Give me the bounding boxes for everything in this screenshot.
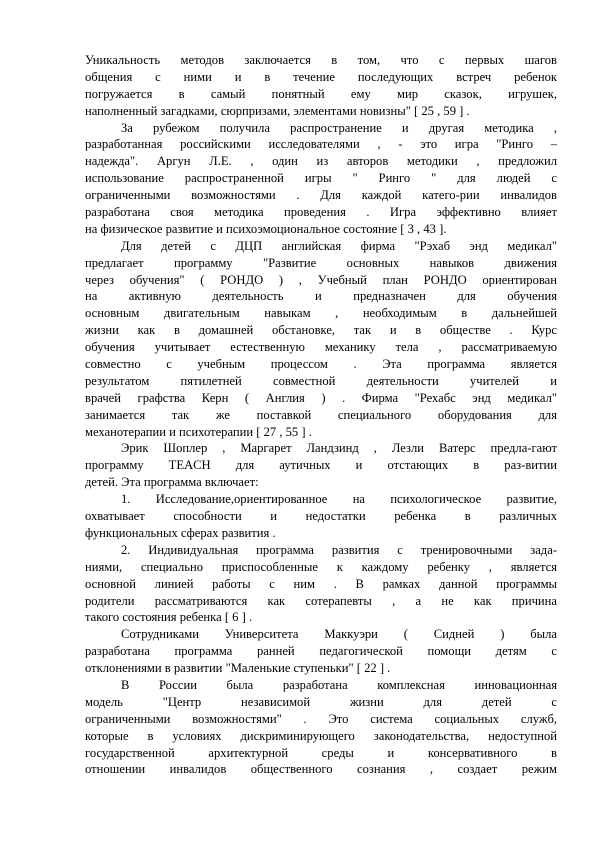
text-line: В России была разработана комплексная инновационная (121, 677, 557, 692)
text-line: Сотрудниками Университета Маккуэри ( Сидней ) была (121, 627, 557, 642)
body-text (85, 52, 557, 778)
text-line: разработанная российскими исследователями , - это игра "Ринго – (85, 137, 557, 152)
text-line: Уникальность методов заключается в том, что с первых шагов (85, 53, 557, 67)
text-line: программу TEACH для аутичных и отстающих в раз-витии (85, 458, 557, 473)
text-line: Для детей с ДЦП английская фирма "Рэхаб энд медикал" (121, 238, 557, 253)
text-line: обучения учитывает естественную механику тела , рассматриваемую (85, 340, 557, 355)
text-line: использование распространенной игры " Ринго " для людей с (85, 171, 557, 186)
text-line: через обучения" ( РОНДО ) , Учебный план РОНДО ориентирован (85, 272, 557, 287)
text-line: разработана программа ранней педагогической помощи детям с (85, 644, 557, 659)
text-line: погружается в самый понятный ему мир сказок, игрушек, (85, 86, 557, 101)
text-line: 1. Исследование,ориентированное на психологическое развитие, (121, 492, 557, 507)
text-line: родители рассматриваются как сотерапевты , а не как причина (85, 593, 557, 608)
text-line: За рубежом получила распространение и другая методика , (121, 120, 557, 135)
text-line: предлагает программу "Развитие основных навыков движения (85, 255, 557, 270)
text-line: результатом пятилетней совместной деятельности учителей и (85, 373, 557, 388)
text-line: основной линией работы с ним . В рамках данной программы (85, 576, 557, 591)
text-line: врачей графства Керн ( Англия ) . Фирма "Рехабс энд медикал" (85, 390, 557, 405)
text-line: модель "Центр независимой жизни для детей с (85, 694, 557, 709)
text-line: разработана своя методика проведения . Игра эффективно влияет (85, 205, 557, 220)
text-line: ограниченными возможностями . Для каждой катего-рии инвалидов (85, 188, 557, 203)
text-line: жизни как в домашней обстановке, так и в обществе . Курс (85, 323, 557, 338)
text-line: 2. Индивидуальная программа развития с тренировочными зада- (121, 542, 557, 557)
text-line: охватывает способности и недостатки ребенка в различных (85, 509, 557, 524)
text-line: функциональных сферах развития . (85, 525, 276, 540)
text-line: ограниченными возможностями" . Это система социальных служб, (85, 711, 557, 726)
text-line: на физическое развитие и психоэмоциональное состояние [ 3 , 43 ]. (85, 221, 447, 236)
text-line: основным двигательным навыкам , необходимым в дальнейшей (85, 306, 557, 321)
text-line: детей. Эта программа включает: (85, 475, 259, 490)
text-line: совместно с учебным процессом . Эта программа является (85, 357, 557, 372)
text-line: государственной архитектурной среды и консервативного в (85, 745, 557, 760)
text-line: Эрик Шоплер , Маргарет Ландзинд , Лезли Ватерс предла-гают (121, 441, 557, 456)
text-line: которые в условиях дискриминирующего законодательства, недоступной (85, 728, 557, 743)
text-line: такого состояния ребенка [ 6 ] . (85, 610, 253, 625)
text-line: наполненный загадками, сюрпризами, элементами новизны" [ 25 , 59 ] . (85, 103, 470, 118)
text-line: общения с ними и в течение последующих встреч ребенок (85, 69, 557, 84)
text-line: отклонениями в развитии "Маленькие ступеньки" [ 22 ] . (85, 661, 391, 676)
text-line: механотерапии и психотерапии [ 27 , 55 ] . (85, 424, 312, 439)
text-line: ниями, специально приспособленные к каждому ребенку , является (85, 559, 557, 574)
text-line: занимается так же поставкой специального оборудования для (85, 407, 557, 422)
text-line: надежда". Аргун Л.Е. , один из авторов методики , предложил (85, 154, 557, 169)
text-line: на активную деятельность и предназначен для обучения (85, 289, 557, 304)
text-line: отношении инвалидов общественного сознания , создает режим (85, 762, 557, 777)
